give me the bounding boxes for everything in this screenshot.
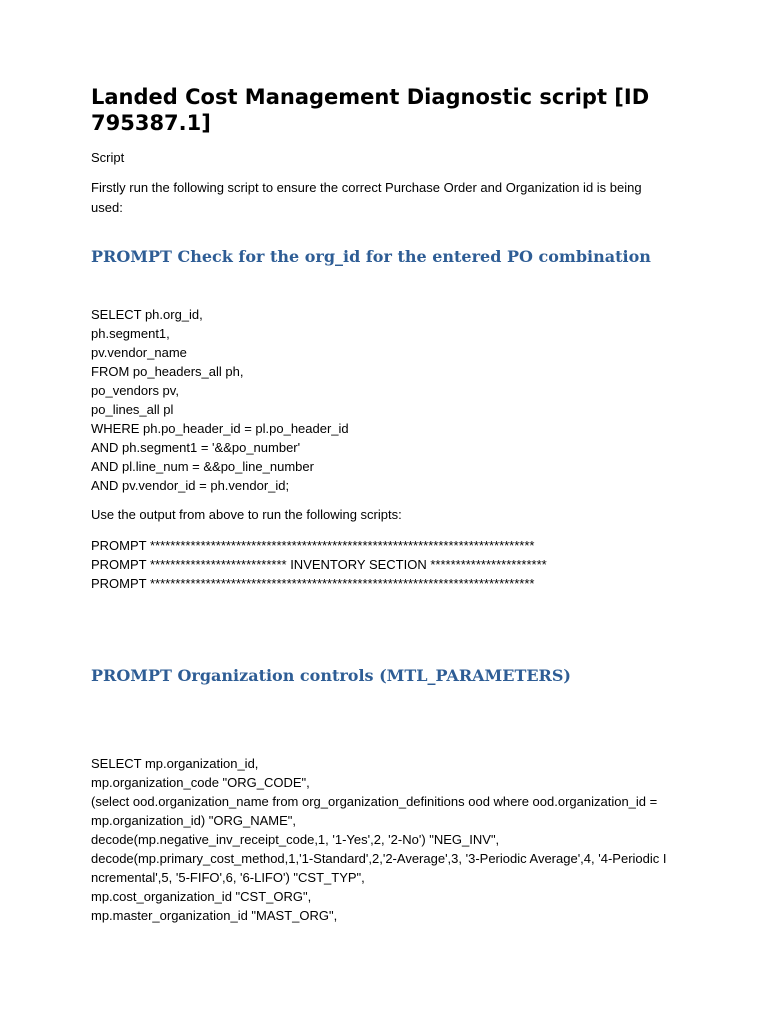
code-line: pv.vendor_name (91, 345, 187, 360)
code-line: mp.cost_organization_id "CST_ORG", (91, 889, 312, 904)
intro-paragraph: Firstly run the following script to ensure the correct Purchase Order and Organization id is being used: (91, 180, 642, 215)
code-line: po_lines_all pl (91, 402, 174, 417)
query-mtl-parameters (91, 754, 691, 925)
code-line: decode(mp.negative_inv_receipt_code,1, '1-Yes',2, '2-No') "NEG_INV", (91, 832, 500, 847)
code-line: decode(mp.primary_cost_method,1,'1-Standard',2,'2-Average',3, '3-Periodic Average',4, '4-Periodic I (91, 851, 667, 866)
use-output-paragraph: Use the output from above to run the following scripts: (91, 507, 402, 522)
code-line: AND ph.segment1 = '&&po_number' (91, 440, 301, 455)
code-line: po_vendors pv, (91, 383, 179, 398)
code-line: ph.segment1, (91, 326, 170, 341)
code-line: SELECT mp.organization_id, (91, 756, 259, 771)
code-line: mp.organization_code "ORG_CODE", (91, 775, 310, 790)
code-line: AND pl.line_num = &&po_line_number (91, 459, 314, 474)
code-line: SELECT ph.org_id, (91, 307, 203, 322)
document-title: Landed Cost Management Diagnostic script [ID 795387.1] (91, 85, 650, 135)
prompt-banner (91, 536, 691, 593)
code-line: AND pv.vendor_id = ph.vendor_id; (91, 478, 290, 493)
code-line: WHERE ph.po_header_id = pl.po_header_id (91, 421, 349, 436)
code-line: mp.master_organization_id "MAST_ORG", (91, 908, 338, 923)
prompt-line: PROMPT **************************************************************************** (91, 538, 535, 553)
prompt-line: PROMPT *************************** INVENTORY SECTION *********************** (91, 557, 547, 572)
script-label: Script (91, 150, 125, 165)
code-line: mp.organization_id) "ORG_NAME", (91, 813, 297, 828)
heading-organization-controls: PROMPT Organization controls (MTL_PARAMETERS) (91, 666, 571, 685)
code-line: ncremental',5, '5-FIFO',6, '6-LIFO') "CST_TYP", (91, 870, 365, 885)
code-line: (select ood.organization_name from org_organization_definitions ood where ood.organization_id = (91, 794, 658, 809)
prompt-line: PROMPT **************************************************************************** (91, 576, 535, 591)
query-org-id (91, 305, 691, 495)
code-line: FROM po_headers_all ph, (91, 364, 244, 379)
heading-org-id-check: PROMPT Check for the org_id for the entered PO combination (91, 247, 651, 266)
